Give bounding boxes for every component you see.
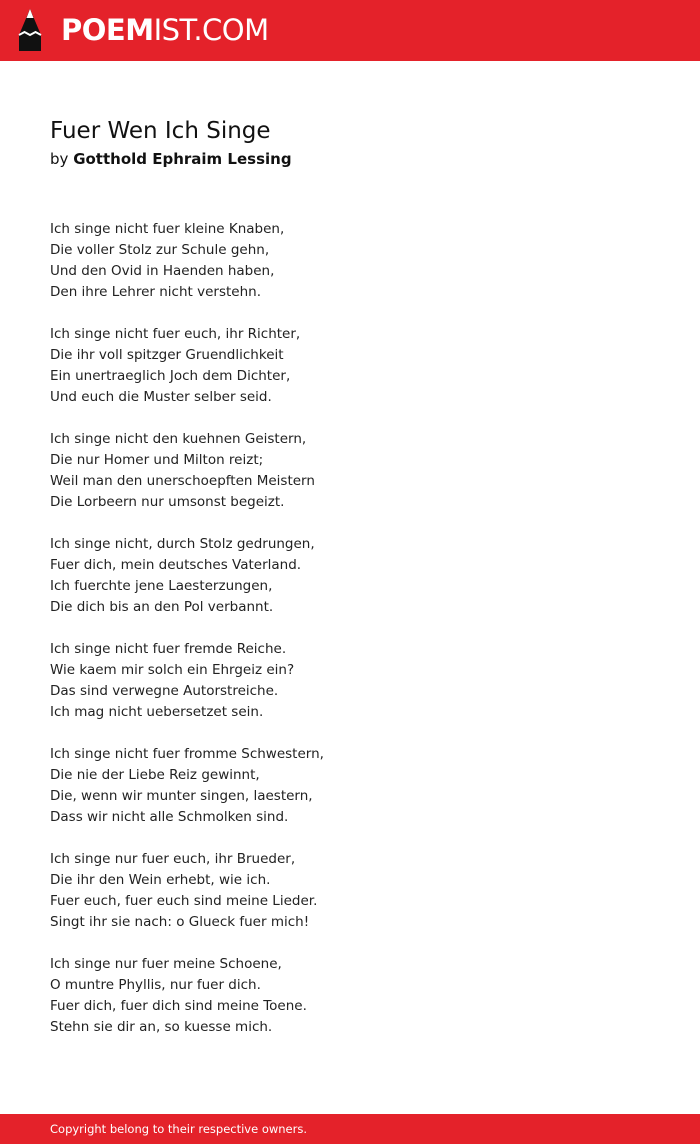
stanza — [50, 744, 650, 849]
poem-line: Fuer dich, mein deutsches Vaterland. — [50, 557, 302, 573]
poem-line: Die voller Stolz zur Schule gehn, — [50, 242, 270, 258]
poem-title: Fuer Wen Ich Singe — [50, 118, 271, 144]
poem-line: Dass wir nicht alle Schmolken sind. — [50, 809, 289, 825]
poem-line: Und den Ovid in Haenden haben, — [50, 263, 275, 279]
site-footer — [0, 1114, 700, 1144]
stanza — [50, 954, 650, 1059]
poem-author: Gotthold Ephraim Lessing — [73, 150, 292, 168]
poem-line: Singt ihr sie nach: o Glueck fuer mich! — [50, 914, 310, 930]
logo-bold-text: POEM — [61, 13, 154, 47]
poem-line: Ich singe nicht fuer kleine Knaben, — [50, 221, 285, 237]
logo-light-text: IST.COM — [153, 13, 269, 47]
poem-byline — [50, 149, 292, 169]
poem-line: O muntre Phyllis, nur fuer dich. — [50, 977, 261, 993]
poem-line: Die nur Homer und Milton reizt; — [50, 452, 264, 468]
poem-line: Ich singe nur fuer euch, ihr Brueder, — [50, 851, 296, 867]
stanza — [50, 429, 650, 534]
stanza — [50, 639, 650, 744]
site-logo[interactable] — [61, 12, 269, 48]
poem-line: Den ihre Lehrer nicht verstehn. — [50, 284, 262, 300]
poem-line: Die Lorbeern nur umsonst begeizt. — [50, 494, 285, 510]
poem-line: Ich singe nicht fuer fromme Schwestern, — [50, 746, 324, 762]
poem-line: Ein unertraeglich Joch dem Dichter, — [50, 368, 291, 384]
poem-line: Fuer euch, fuer euch sind meine Lieder. — [50, 893, 318, 909]
poem-line: Wie kaem mir solch ein Ehrgeiz ein? — [50, 662, 295, 678]
poem-line: Die ihr voll spitzger Gruendlichkeit — [50, 347, 284, 363]
poem-line: Die dich bis an den Pol verbannt. — [50, 599, 274, 615]
poem-line: Weil man den unerschoepften Meistern — [50, 473, 315, 489]
poem-line: Die ihr den Wein erhebt, wie ich. — [50, 872, 271, 888]
poem-body — [50, 219, 650, 1059]
poem-line: Ich singe nicht fuer euch, ihr Richter, — [50, 326, 301, 342]
stanza — [50, 219, 650, 324]
poem-line: Fuer dich, fuer dich sind meine Toene. — [50, 998, 307, 1014]
site-header — [0, 0, 700, 61]
copyright-notice: Copyright belong to their respective owners. — [50, 1122, 308, 1136]
poem-line: Ich singe nur fuer meine Schoene, — [50, 956, 282, 972]
poem-line: Das sind verwegne Autorstreiche. — [50, 683, 279, 699]
poem-line: Ich fuerchte jene Laesterzungen, — [50, 578, 273, 594]
pencil-tip-icon[interactable] — [16, 8, 44, 52]
poem-line: Ich singe nicht, durch Stolz gedrungen, — [50, 536, 315, 552]
byline-prefix: by — [50, 150, 69, 168]
poem-line: Die, wenn wir munter singen, laestern, — [50, 788, 313, 804]
poem-line: Ich mag nicht uebersetzet sein. — [50, 704, 264, 720]
stanza — [50, 849, 650, 954]
poem-line: Ich singe nicht den kuehnen Geistern, — [50, 431, 307, 447]
poem-line: Stehn sie dir an, so kuesse mich. — [50, 1019, 273, 1035]
stanza — [50, 534, 650, 639]
stanza — [50, 324, 650, 429]
poem-line: Und euch die Muster selber seid. — [50, 389, 272, 405]
poem-line: Ich singe nicht fuer fremde Reiche. — [50, 641, 287, 657]
poem-line: Die nie der Liebe Reiz gewinnt, — [50, 767, 260, 783]
